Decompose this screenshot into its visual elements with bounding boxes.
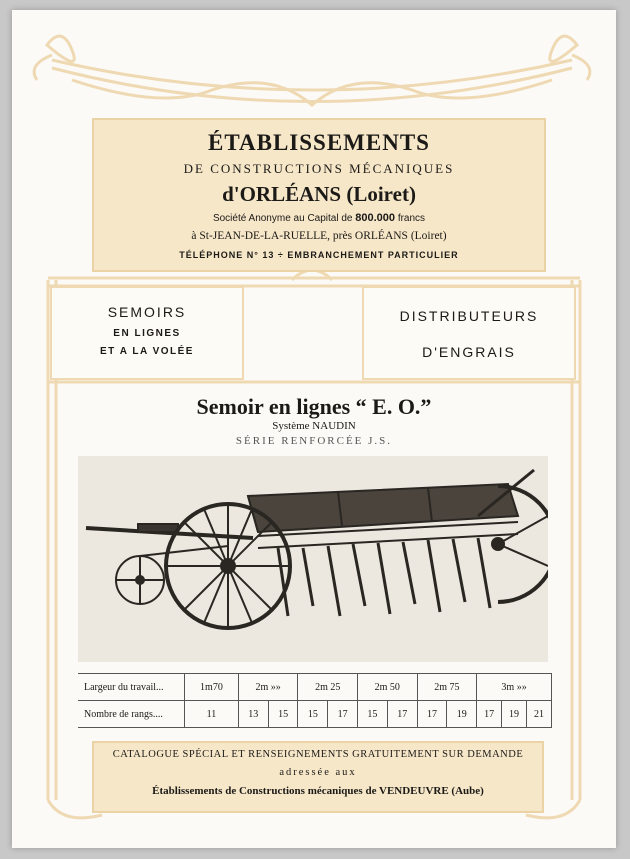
company-subtitle: DE CONSTRUCTIONS MÉCANIQUES bbox=[183, 161, 455, 176]
company-title: ÉTABLISSEMENTS bbox=[208, 130, 430, 155]
catalogue-line3: Établissements de Constructions mécaniques de VENDEUVRE (Aube) bbox=[152, 785, 484, 797]
semoirs-line1: EN LIGNES bbox=[113, 328, 181, 339]
table-row-width bbox=[78, 674, 552, 701]
dimensions-table bbox=[78, 673, 552, 728]
ranks-cell: 11 bbox=[185, 701, 239, 728]
product-series: SÉRIE RENFORCÉE J.S. bbox=[235, 435, 393, 447]
company-phone: TÉLÉPHONE N° 13 ÷ EMBRANCHEMENT PARTICULIER bbox=[179, 250, 459, 260]
capital-amount: 800.000 bbox=[355, 212, 396, 224]
catalogue-line1: CATALOGUE SPÉCIAL ET RENSEIGNEMENTS GRATUITEMENT SUR DEMANDE bbox=[112, 749, 524, 760]
product-system: Système NAUDIN bbox=[272, 420, 356, 432]
catalogue-line2: adressée aux bbox=[279, 767, 357, 778]
ranks-cell: 17 bbox=[477, 701, 502, 728]
width-cell: 2m 50 bbox=[358, 674, 418, 701]
company-capital bbox=[94, 212, 544, 224]
ranks-cell: 19 bbox=[447, 701, 477, 728]
catalogue-cartouche bbox=[92, 741, 544, 813]
width-cell: 1m70 bbox=[185, 674, 239, 701]
capital-suffix: francs bbox=[397, 213, 426, 224]
width-label: Largeur du travail... bbox=[78, 674, 185, 701]
company-city: d'ORLÉANS (Loiret) bbox=[222, 182, 416, 206]
ranks-cell: 15 bbox=[298, 701, 328, 728]
ranks-cell: 17 bbox=[328, 701, 358, 728]
ranks-cell: 13 bbox=[238, 701, 268, 728]
width-cell: 2m »» bbox=[238, 674, 298, 701]
distributeurs-line1: DISTRIBUTEURS bbox=[399, 308, 539, 324]
company-address: à St-JEAN-DE-LA-RUELLE, près ORLÉANS (Loiret) bbox=[191, 230, 447, 242]
ranks-cell: 21 bbox=[526, 701, 551, 728]
semoirs-line2: ET A LA VOLÉE bbox=[100, 346, 194, 357]
product-title: Semoir en lignes “ E. O.” bbox=[196, 394, 432, 419]
width-cell: 3m »» bbox=[477, 674, 552, 701]
table-row-ranks bbox=[78, 701, 552, 728]
distributeurs-line2: D'ENGRAIS bbox=[422, 344, 516, 360]
semoirs-title: SEMOIRS bbox=[107, 304, 187, 320]
seed-drill-illustration bbox=[78, 456, 548, 662]
ranks-label: Nombre de rangs.... bbox=[78, 701, 185, 728]
capital-prefix: Société Anonyme au Capital de bbox=[212, 213, 353, 224]
ranks-cell: 19 bbox=[502, 701, 527, 728]
width-cell: 2m 75 bbox=[417, 674, 477, 701]
ranks-cell: 17 bbox=[387, 701, 417, 728]
width-cell: 2m 25 bbox=[298, 674, 358, 701]
advertisement-page bbox=[12, 10, 616, 848]
seed-drill-drawing bbox=[78, 456, 548, 662]
ranks-cell: 17 bbox=[417, 701, 447, 728]
header-cartouche bbox=[92, 118, 546, 272]
distributeurs-panel bbox=[362, 286, 576, 380]
ranks-cell: 15 bbox=[268, 701, 298, 728]
ranks-cell: 15 bbox=[358, 701, 388, 728]
semoirs-panel bbox=[50, 286, 244, 380]
